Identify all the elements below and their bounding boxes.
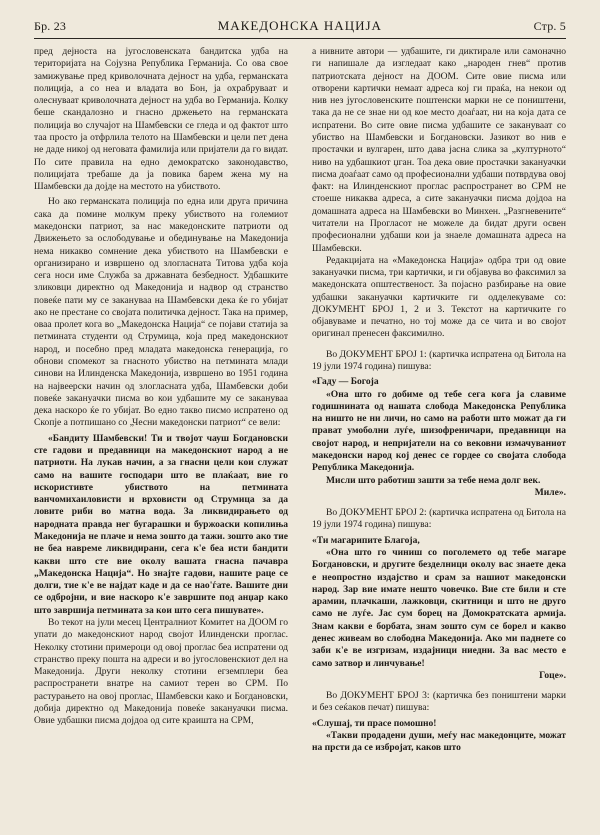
right-column-paragraph: «Гаду — Богоја xyxy=(312,376,379,388)
right-column-paragraph: Редакцијата на «Македонска Нација» одбра три од овие закануачки писма, три картички, и ги објавува во факсимил за македонската општественост. За појасно разбирање на овие удбашки закануачки картичките ги одделекуваме со: ДОКУМЕНТ БРОЈ 1, 2 и 3. Текстот на картичките го објавуваме и печатно, но тој може да се чита и во својот оригинал пренесен факсимилно. xyxy=(312,254,566,340)
right-column-paragraph: «Она што го чиниш со поголемето од тебе магаре Богдановски, и другите безделници околу вас знаете дека е неопростно издајство и срам за нашиот македонски народ. Зар вие имате нешто човечко. Вие сте били и сте арамии, плачкаши, лажковци, скитници и што не друго само не луѓе. Јас сум борец на Домократската армија. Знам какви е борбата, знам зошто сум се борел и какво денес живеам во слободна Македонија. Ако ми паднете со заби к'е ве изгризам, издајници ниедни. За вас место е само затвор и линчување! xyxy=(312,546,566,669)
right-column-paragraph: «Слушај, ти прасе помошно! xyxy=(312,717,437,729)
right-column-paragraph: «Она што го добиме од тебе сега кога ја славиме годишнината од нашата слобода Македонска Република на ништо не ни личи, но само на работи што можат да ги прават умоболни луѓе, шизофреничари, предавници на својот народ, и непријатели на со вековни измачуваниот македонски народ кој денес се гордее со својата слобода Република Македонија. xyxy=(312,388,566,474)
right-column-paragraph: «Ти магарипите Благоја, xyxy=(312,534,420,546)
left-column-paragraph: пред дејноста на југословенската бандитска удба на територијата на Сојузна Република Германија. Со ова свое замижување пред криволочната дејност на удба, германската полиција, а со неа и владата во Бон, ја охрабруваат и олеснуваат криволочната дејност на удба во Германија. Колку беше скандалозно и гнасно држењето на германската полиција во случајот на Шамбевски се гледа и од фактот што таа просто ја отфрлила телото на Шамбевски и цели пет дена не даде никој од неговата фамилија или пријатели да го видат. По сите правила на едно демократско законодавство, полицијата требаше да ја повика барем жена му на Шамбевски да дојде на местото на убиството. xyxy=(34,46,288,193)
header-rule xyxy=(34,38,566,39)
left-column-paragraph: Во текот на јули месец Централниот Комитет на ДООМ го упати до македонскиот народ својот Илинденски проглас. Неколку стотини примероци од овој проглас беа испратени од странство преку пошта на адреси и во југословенскиот дел на Македонија. Други неколку стотини егземплери беа распространети внатре на самиот терен во СРМ. По растурањето на овој проглас, Шамбевски како и Богдановски, добија директно од Македонија повеќе закануачки писма. Овие удбашки писма дојдоа од сите краишта на СРМ, xyxy=(34,616,288,727)
right-column-paragraph: Гоце». xyxy=(539,669,566,681)
right-column-paragraph: Во ДОКУМЕНТ БРОЈ 1: (картичка испратена од Битола на 19 јули 1974 година) пишува: xyxy=(312,348,566,373)
left-column-paragraph: «Бандиту Шамбевски! Ти и твојот чауш Богдановски сте гадови и предавници на македонскиот народ а не патриоти. На лукав начин, а за гнасни цели кои служат само на вашите господари што ве плаќаат, вие го искористивте убиството на петмината ванчомихаиловисти и врховисти од Струмица за да ловите риби во матна вода. За ликвидирањето од народната правда нег бугарашки и буржоаски копилиња Македонија не плаче и нема зошто да тажи. зошто ако тие не беа навреме ликвидирани, сега к'е беа исти бандити какви што сте вие околу вашата гнасна пачавра „Македонска Нација“. Но знајте гадови, нашите раце се долги, тие к'е ве најдат каде и да се нао'ѓате. Вашите дни се одбројни, и вие наскоро к'е завршите под анџар како што завршија петмината за кои што сега пишувате». xyxy=(34,432,288,616)
left-column-paragraph: Но ако германската полиција по една или друга причина сака да помине молкум преку убиството на големиот македонски патриот, за нас македонските патриоти од Движењето за ослободување и обединување на Македонија нема никакво сомнение дека убиството на Шамбевски е организирано и извршено од злогласната Титова удба која сега носи име Служба за државната безбедност. Удбашките зликовци директно од Македонија и надвор од странство повеќе пати му се закануваа на Шамбевски дека ќе го убијат ако не престане со својата политичка дејност. Така на пример, оваа пролет кога во „Македонска Нација“ се појави статија за петмината студенти од Струмица, која пред македонскиот народ, и посебно пред младата македонска генерација, го обнови спомекот за гнасното убиство на петмината млади синови на Илинденска Македонија, извршено во 1951 година на највеерски начин од злогласната удба, Шамбевски доби повеќе закануачки писма во кои удбашите му се закануваа дека наскоро ќе го убијат. Во едно такво писмо испратено од Скопје а потпишано со „Чесни македонски патриот“ се вели: xyxy=(34,196,288,429)
right-column xyxy=(312,46,566,754)
right-column-paragraph: Миле». xyxy=(534,486,566,498)
issue-number: Бр. 23 xyxy=(34,18,67,33)
right-column-paragraph: «Такви продадени души, меѓу нас македонците, можат на прсти да се избројат, каков што xyxy=(312,729,566,754)
right-column-paragraph: Мисли што работиш зашти за тебе нема долг век. xyxy=(326,474,541,486)
right-column-paragraph: Во ДОКУМЕНТ БРОЈ 2: (картичка испратена од Битола на 19 јули 1974 година) пишува: xyxy=(312,507,566,531)
right-column-paragraph: Во ДОКУМЕНТ БРОЈ 3: (картичка без поништени марки и без сеќаков печат) пишува: xyxy=(312,690,566,714)
page-header xyxy=(34,14,566,38)
left-column xyxy=(34,46,288,727)
page-number: Стр. 5 xyxy=(533,18,566,33)
right-column-paragraph: а нивните автори — удбашите, ги диктирале или самоначно ги напишале да изгледаат како „народен гнев“ против патриотската дејност на ДООМ. Сите овие писма или отворени картички немаат адреса кој ги праќа, на некои од нив нез југословенските поштенски марки не се поништени, така да не се знае ни од кое место доаѓаат, ни на која дата се испратени. Во сите овие писма удбашите се закануваат со убиство на Шамбевски и Богдановски. Јазикот во нив е простачки и вулгарен, што дава јасна слика за „културното“ ниво на удбашкиот џган. Тоа дека овие простачки закануачки писма доаѓаат само од професионални удбаши потврдува овој факт: на Илинденскиот проглас распространет во СРМ не стоеше никаква адреса, а сите закануачки писма дојдоа на домашната адреса на Шамбевски во Минхен. „Разгневените“ читатели на Прогласот не можеле да бидат други освен професионални удбаши кои ја знаеле домашната адреса на Шамбевски. xyxy=(312,46,566,254)
newspaper-title: МАКЕДОНСКА НАЦИЈА xyxy=(217,18,382,33)
